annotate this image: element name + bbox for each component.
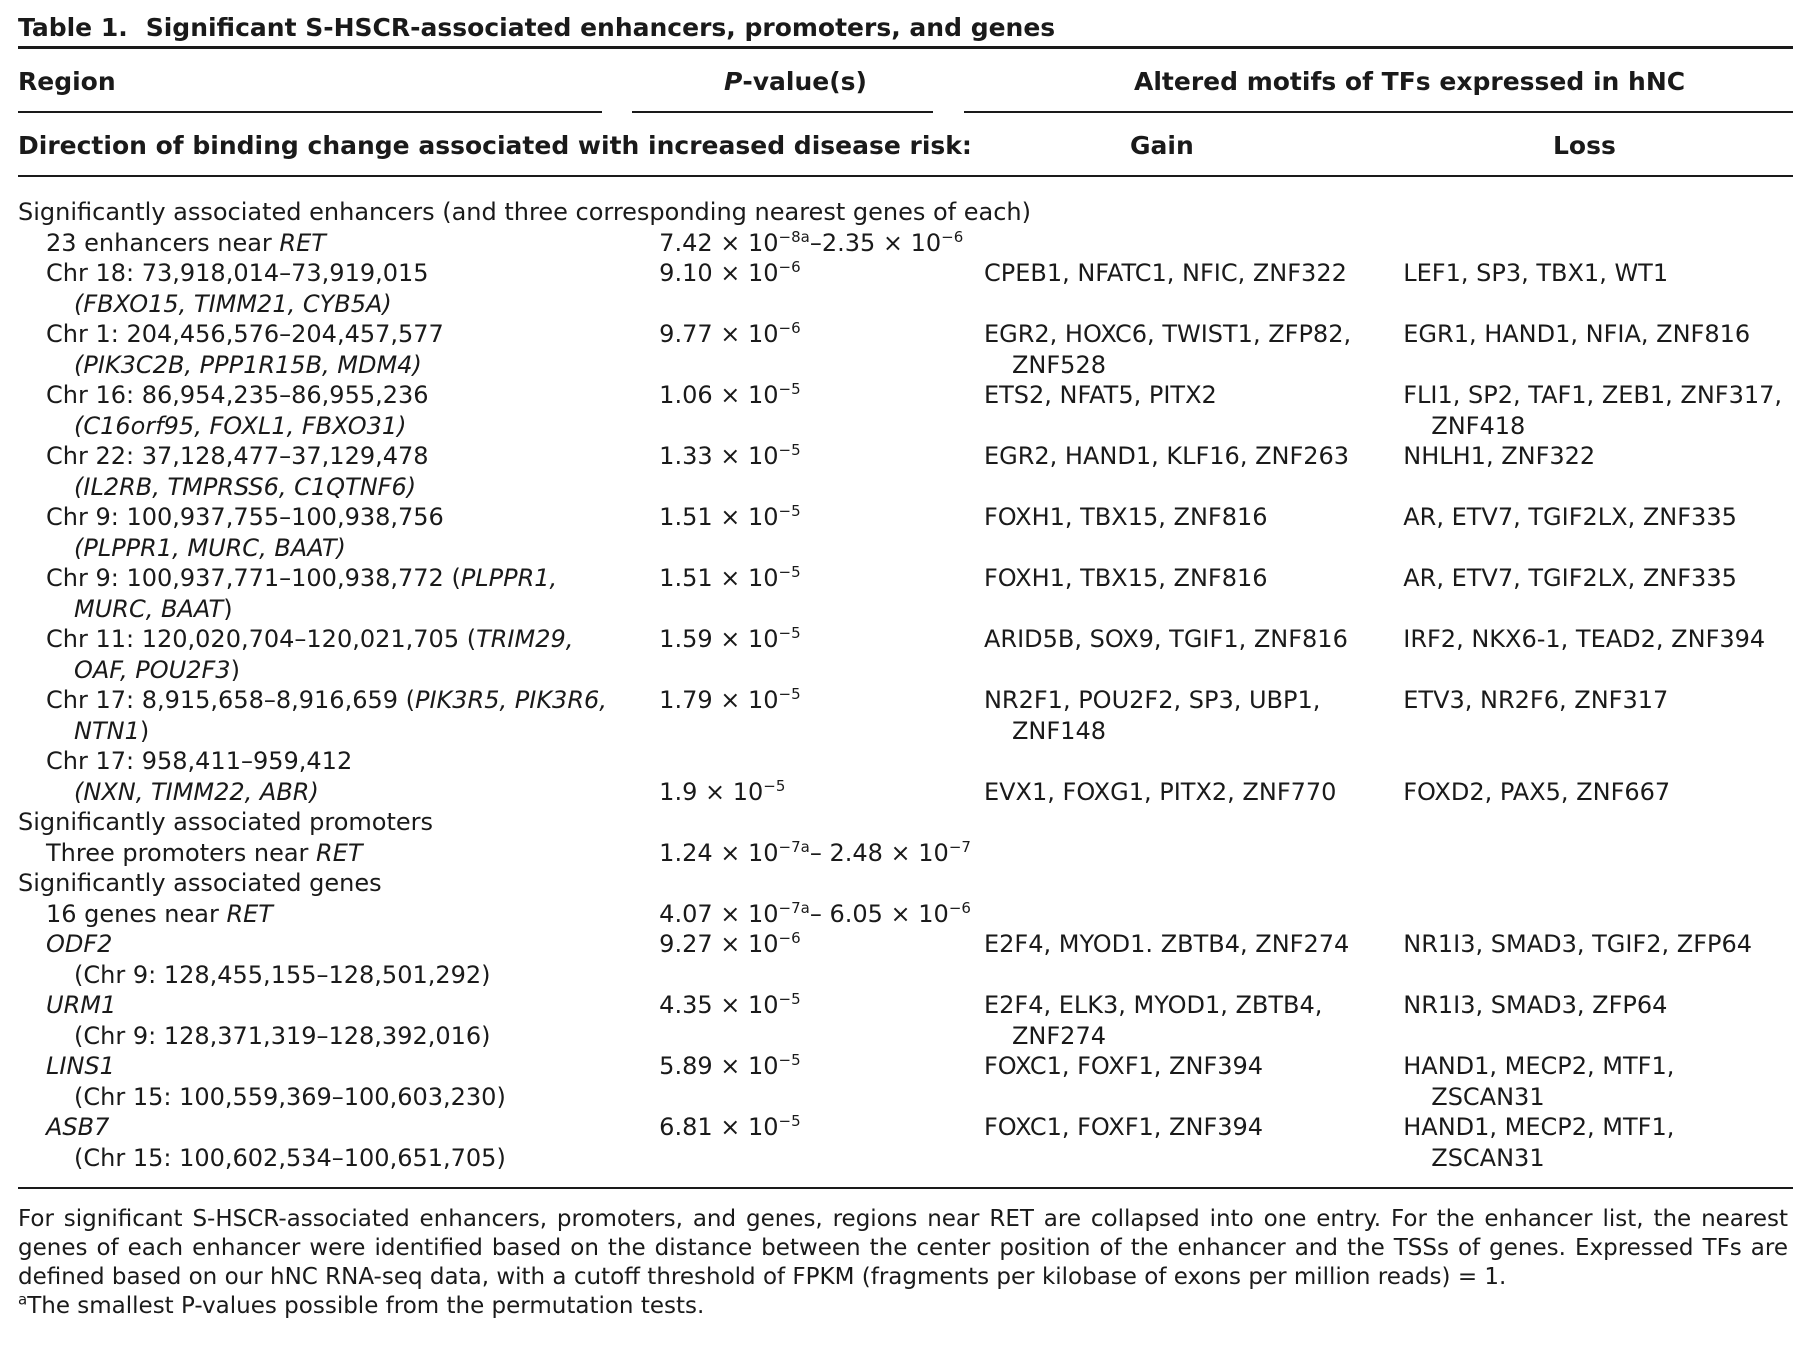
- table-row: LINS1 (Chr 15: 100,559,369–100,603,230) $5.89 \times 10^{-5}$ FOXC1, FOXF1, ZNF394 HAND1, MECP2, MTF1, ZSCAN31: [46, 1051, 1675, 1111]
- table-row: Chr 22: 37,128,477–37,129,478 (IL2RB, TMPRSS6, C1QTNF6) $1.33 \times 10^{-5}$ EGR2, HAND1, KLF16, ZNF263 NHLH1, ZNF322: [46, 441, 1596, 501]
- header-motifs: Altered motifs of TFs expressed in hNC: [1134, 67, 1686, 96]
- table-row: 16 genes near RET $4.07 \times 10^{-7a}-$ $6.05 \times 10^{-6}$: [46, 898, 971, 928]
- header-region: Region: [18, 67, 116, 96]
- table-row: Chr 11: 120,020,704–120,021,705 (TRIM29, OAF, POU2F3) $1.59 \times 10^{-5}$ ARID5B, SOX9, TGIF1, ZNF816 IRF2, NKX6-1, TEAD2, ZNF394: [46, 624, 1766, 684]
- footnote-text: For significant S-HSCR-associated enhancers, promoters, and genes, regions near RET are collapsed into one entry. For the enhancer list, the nearest genes of each enhancer were identified based on the distance between the center position of the enhancer and the TSSs of genes. Expressed TFs are defined based on our hNC RNA-seq data, with a cutoff threshold of FPKM (fragments per kilobase of exons per million reads) = 1.: [18, 1206, 1788, 1290]
- table-title: [18, 10, 1793, 46]
- header-loss: Loss: [1553, 131, 1616, 160]
- table-row: Chr 17: 8,915,658–8,916,659 (PIK3R5, PIK3R6, NTN1) $1.79 \times 10^{-5}$ NR2F1, POU2F2, SP3, UBP1, ZNF148 ETV3, NR2F6, ZNF317: [46, 685, 1669, 745]
- header-gain: Gain: [1130, 131, 1194, 160]
- table-row: URM1 (Chr 9: 128,371,319–128,392,016) $4.35 \times 10^{-5}$ E2F4, ELK3, MYOD1, ZBTB4, ZNF274 NR1I3, SMAD3, ZFP64: [46, 990, 1668, 1050]
- header-rule-bottom: [18, 175, 1793, 177]
- table-row: Chr 18: 73,918,014–73,919,015 (FBXO15, TIMM21, CYB5A) $9.10 \times 10^{-6}$ CPEB1, NFATC1, NFIC, ZNF322 LEF1, SP3, TBX1, WT1: [46, 258, 1669, 318]
- table-row: 23 enhancers near RET $7.42 \times 10^{-8a}-2.35 \times 10^{-6}$: [46, 227, 964, 257]
- table-row: Chr 17: 958,411–959,412 (NXN, TIMM22, ABR) $1.9 \times 10^{-5}$ EVX1, FOXG1, PITX2, ZNF770 FOXD2, PAX5, ZNF667: [46, 747, 1671, 806]
- section-promoters: Significantly associated promoters: [18, 808, 434, 836]
- table-row: Three promoters near RET $1.24 \times 10^{-7a}-$ $2.48 \times 10^{-7}$: [46, 837, 971, 867]
- table-row: ODF2 (Chr 9: 128,455,155–128,501,292) $9.27 \times 10^{-6}$ E2F4, MYOD1. ZBTB4, ZNF274 NR1I3, SMAD3, TGIF2, ZFP64: [46, 929, 1753, 989]
- table-body: [18, 177, 1793, 1173]
- section-enhancers: Significantly associated enhancers (and three corresponding nearest genes of each): [18, 198, 1031, 226]
- table-row: Chr 16: 86,954,235–86,955,236 (C16orf95, FOXL1, FBXO31) $1.06 \times 10^{-5}$ ETS2, NFAT5, PITX2 FLI1, SP2, TAF1, ZEB1, ZNF317, ZNF418: [46, 380, 1783, 440]
- header-pvalue: P-value(s): [724, 67, 867, 96]
- table-label: Table 1.: [18, 13, 128, 42]
- table-footnote: [18, 1205, 1788, 1321]
- table-row: Chr 9: 100,937,771–100,938,772 (PLPPR1, MURC, BAAT) $1.51 \times 10^{-5}$ FOXH1, TBX15, ZNF816 AR, ETV7, TGIF2LX, ZNF335: [46, 563, 1737, 623]
- table-container: [18, 10, 1793, 1321]
- header-direction: Direction of binding change associated with increased disease risk:: [18, 131, 972, 160]
- table-row: ASB7 (Chr 15: 100,602,534–100,651,705) $6.81 \times 10^{-5}$ FOXC1, FOXF1, ZNF394 HAND1, MECP2, MTF1, ZSCAN31: [46, 1112, 1675, 1172]
- header-row-1: [18, 49, 1793, 113]
- footnote-a: $^a$The smallest P-values possible from the permutation tests.: [18, 1290, 705, 1319]
- table-row: Chr 9: 100,937,755–100,938,756 (PLPPR1, MURC, BAAT) $1.51 \times 10^{-5}$ FOXH1, TBX15, ZNF816 AR, ETV7, TGIF2LX, ZNF335: [46, 502, 1737, 562]
- table-row: Chr 1: 204,456,576–204,457,577 (PIK3C2B, PPP1R15B, MDM4) $9.77 \times 10^{-6}$ EGR2, HOXC6, TWIST1, ZFP82, ZNF528 EGR1, HAND1, NFIA, ZNF816: [46, 319, 1751, 379]
- bottom-rule: [18, 1187, 1793, 1189]
- table-title-text: Significant S-HSCR-associated enhancers, promoters, and genes: [145, 13, 1056, 42]
- header-row-2: [18, 113, 1793, 177]
- section-genes: Significantly associated genes: [18, 869, 382, 897]
